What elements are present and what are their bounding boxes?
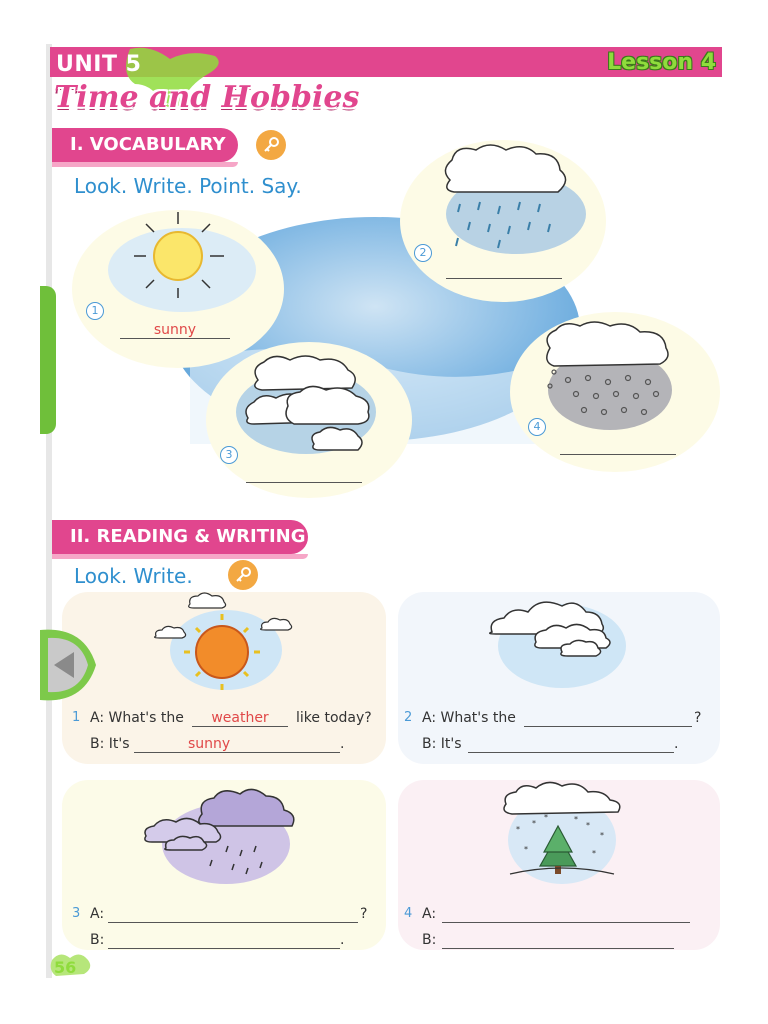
page-number: 56 [54,958,77,977]
q2-line-b-prefix: B: It's [422,736,462,752]
q2-line-b-blank[interactable] [468,752,674,753]
q3-line-a-prefix: A: [90,906,105,922]
q4-line-b-blank[interactable] [442,948,674,949]
section-reading-heading [52,520,308,554]
vocab-blank-3[interactable] [246,482,362,483]
page-title: Time and Hobbies [54,80,360,115]
q2-line-a-prefix: A: What's the [422,710,516,726]
q1-line-b-prefix: B: It's [90,736,130,752]
question-number-1: 1 [72,710,81,725]
q4-line-b-prefix: B: [422,932,437,948]
vocabulary-instruction: Look. Write. Point. Say. [74,174,302,198]
question-number-2: 2 [404,710,413,725]
page-edge [46,44,52,978]
svg-text:*: * [516,825,520,834]
svg-text:*: * [586,821,590,830]
q1-line-b-answer: sunny [188,736,231,752]
q4-line-a-blank[interactable] [442,922,690,923]
q1-line-a-blank[interactable] [192,726,288,727]
q3-line-b-prefix: B: [90,932,105,948]
sun-icon [130,210,230,300]
reading-instruction: Look. Write. [74,564,193,588]
q2-line-a-end: ? [694,710,702,726]
side-tab[interactable] [40,286,56,434]
svg-text:*: * [532,819,536,828]
vocab-blank-2[interactable] [446,278,562,279]
cloudy-sky-icon [486,590,638,694]
q3-line-a-end: ? [360,906,368,922]
key-icon[interactable] [228,560,258,590]
previous-page-button[interactable] [40,626,98,704]
vocab-blank-4[interactable] [560,454,676,455]
vocab-number-3: 3 [220,446,238,464]
svg-text:*: * [544,813,548,822]
vocab-number-1: 1 [86,302,104,320]
q2-line-a-blank[interactable] [524,726,692,727]
q1-line-a-prefix: A: What's the [90,710,184,726]
section-reading-title: II. READING & WRITING [70,526,306,547]
cloud-icon [244,352,378,462]
question-number-4: 4 [404,906,413,921]
rain-cloud-icon [440,140,574,250]
lesson-label: Lesson 4 [607,50,716,75]
section-vocabulary-title: I. VOCABULARY [70,134,226,155]
svg-text:*: * [592,849,596,858]
svg-text:*: * [600,831,604,840]
section-vocabulary-heading [52,128,238,162]
vocab-number-4: 4 [528,418,546,436]
q3-line-b-blank[interactable] [108,948,340,949]
q1-line-a-answer: weather [211,710,269,726]
q2-line-b-end: . [674,736,679,752]
sun-with-clouds-icon [150,590,300,694]
vocab-blank-1[interactable] [120,338,230,339]
q3-line-b-end: . [340,932,345,948]
unit-label: UNIT 5 [56,52,142,77]
svg-text:*: * [524,845,528,854]
snow-cloud-icon [540,318,674,428]
q3-line-a-blank[interactable] [108,922,358,923]
vocab-number-2: 2 [414,244,432,262]
question-number-3: 3 [72,906,81,921]
rain-cloud-purple-icon [142,784,306,888]
q1-line-a-suffix: like today? [296,710,372,726]
snowy-tree-icon [496,776,630,888]
key-icon[interactable] [256,130,286,160]
q4-line-a-prefix: A: [422,906,437,922]
q1-line-b-blank[interactable] [134,752,340,753]
vocab-answer-1: sunny [153,322,197,338]
q1-line-b-end: . [340,736,345,752]
svg-text:*: * [574,815,578,824]
